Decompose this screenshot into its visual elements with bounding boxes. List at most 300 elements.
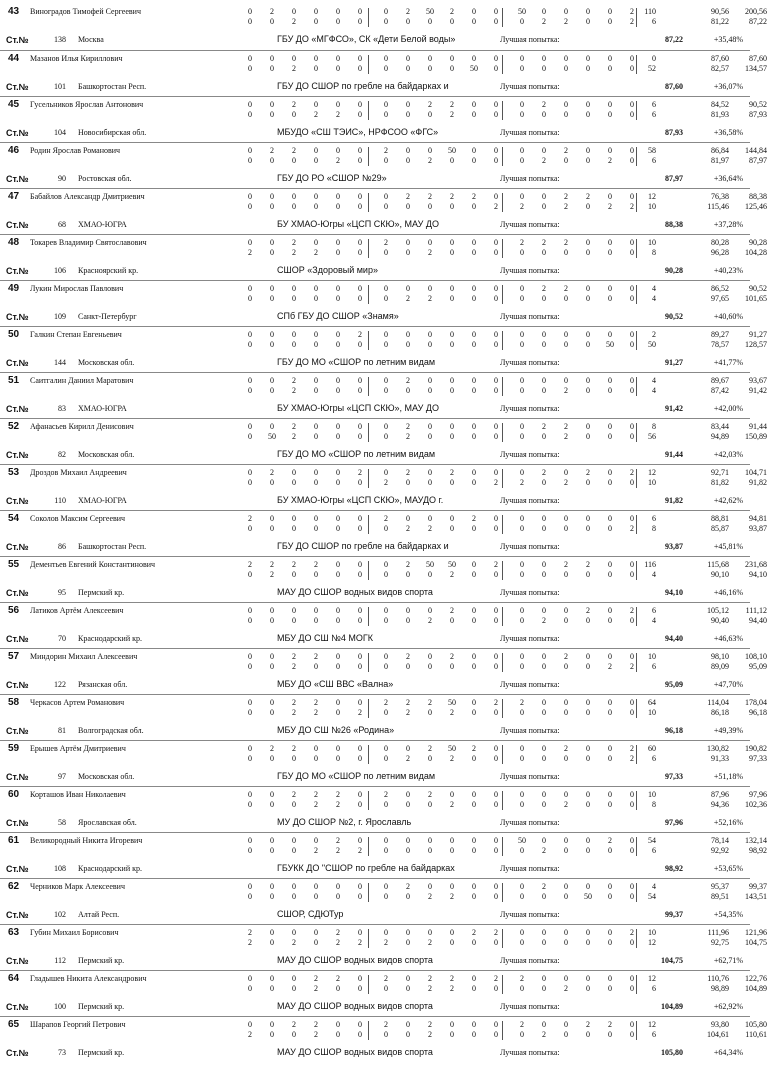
start-label: Ст.№: [6, 956, 29, 966]
best-attempt-label: Лучшая попытка:: [500, 680, 560, 689]
gate-penalty: 0: [292, 846, 296, 855]
gate-penalty: 0: [472, 616, 476, 625]
gates-grid: [244, 468, 767, 488]
gate-penalty: 0: [336, 514, 340, 523]
gate-penalty: 0: [542, 790, 546, 799]
gates-grid: [244, 1020, 767, 1040]
run-score: 144,84: [745, 146, 767, 155]
gate-penalty: 0: [358, 376, 362, 385]
behind-percent: +35,48%: [713, 35, 743, 44]
gate-penalty: 0: [314, 54, 318, 63]
gate-penalty: 0: [608, 560, 612, 569]
gate-penalty: 0: [248, 1020, 252, 1029]
behind-percent: +62,92%: [713, 1002, 743, 1011]
run-row: [244, 514, 767, 524]
gate-penalty: 0: [630, 146, 634, 155]
gate-penalty: 0: [384, 192, 388, 201]
gate-penalty: 0: [292, 800, 296, 809]
penalty-total: 6: [652, 1030, 656, 1039]
gate-penalty: 2: [542, 284, 546, 293]
gate-penalty: 0: [494, 652, 498, 661]
gate-penalty: 2: [406, 652, 410, 661]
athlete-club: МАУ ДО СШОР водных видов спорта: [277, 1001, 433, 1011]
penalty-total: 6: [652, 754, 656, 763]
gate-penalty: 0: [450, 1030, 454, 1039]
gate-penalty: 0: [292, 156, 296, 165]
run-score: 90,28: [749, 238, 767, 247]
athlete-name: Родин Ярослав Романович: [30, 146, 121, 155]
gate-penalty: 0: [472, 800, 476, 809]
final-result: 91,82: [665, 496, 683, 505]
run-score: 87,97: [749, 156, 767, 165]
gate-penalty: 0: [248, 606, 252, 615]
gate-penalty: 0: [292, 606, 296, 615]
start-number: 100: [54, 1002, 66, 1011]
run-score: 105,80: [745, 1020, 767, 1029]
gate-penalty: 0: [270, 800, 274, 809]
gate-penalty: 0: [564, 156, 568, 165]
behind-percent: +46,16%: [713, 588, 743, 597]
penalty-total: 10: [648, 708, 656, 717]
gate-penalty: 0: [428, 238, 432, 247]
gate-penalty: 0: [450, 330, 454, 339]
athlete-club: МБУ ДО СШ №4 МОГК: [277, 633, 374, 643]
gate-penalty: 2: [314, 846, 318, 855]
gate-penalty: 0: [248, 652, 252, 661]
gate-penalty: 0: [542, 7, 546, 16]
gate-penalty: 0: [336, 376, 340, 385]
gate-penalty: 0: [428, 422, 432, 431]
gates-grid: [244, 606, 767, 626]
athlete-region: Новосибирская обл.: [78, 128, 147, 137]
gate-penalty: 0: [494, 606, 498, 615]
gate-penalty: 0: [336, 422, 340, 431]
gate-penalty: 0: [406, 514, 410, 523]
gate-penalty: 50: [426, 7, 434, 16]
best-attempt-label: Лучшая попытка:: [500, 542, 560, 551]
gate-penalty: 0: [450, 882, 454, 891]
gate-penalty: 2: [520, 478, 524, 487]
gate-penalty: 0: [450, 156, 454, 165]
athlete-club: МБУ ДО «СШ ВВС «Вална»: [277, 679, 394, 689]
athlete-club: БУ ХМАО-Югры «ЦСП СКЮ», МАУ ДО: [277, 219, 439, 229]
gate-penalty: 0: [542, 560, 546, 569]
gate-penalty: 2: [248, 938, 252, 947]
gate-penalty: 0: [494, 432, 498, 441]
gate-penalty: 2: [292, 146, 296, 155]
gate-penalty: 2: [406, 524, 410, 533]
gate-penalty: 0: [586, 432, 590, 441]
start-number: 58: [58, 818, 66, 827]
run-score: 190,82: [745, 744, 767, 753]
athlete-rank: 57: [8, 651, 20, 662]
behind-percent: +51,18%: [713, 772, 743, 781]
run-time: 82,57: [711, 64, 729, 73]
gate-penalty: 0: [270, 616, 274, 625]
run-score: 99,37: [749, 882, 767, 891]
gate-penalty: 0: [494, 7, 498, 16]
gate-penalty: 2: [406, 422, 410, 431]
gate-penalty: 0: [314, 238, 318, 247]
gate-penalty: 0: [358, 294, 362, 303]
gate-penalty: 0: [630, 836, 634, 845]
gate-penalty: 0: [384, 202, 388, 211]
gate-penalty: 0: [586, 754, 590, 763]
gate-penalty: 0: [608, 800, 612, 809]
athlete-club: СПб ГБУ ДО СШОР «Знамя»: [277, 311, 399, 321]
gate-penalty: 0: [292, 882, 296, 891]
gate-penalty: 0: [406, 284, 410, 293]
athlete-block: [0, 1016, 767, 1063]
run-row: [244, 524, 767, 534]
run-row: [244, 202, 767, 212]
gate-penalty: 0: [472, 284, 476, 293]
penalty-total: 12: [648, 974, 656, 983]
gate-penalty: 0: [630, 238, 634, 247]
run-score: 104,71: [745, 468, 767, 477]
gate-penalty: 0: [586, 698, 590, 707]
gate-penalty: 0: [608, 110, 612, 119]
gate-penalty: 0: [384, 100, 388, 109]
final-result: 88,38: [665, 220, 683, 229]
gate-penalty: 0: [358, 560, 362, 569]
gate-penalty: 0: [608, 754, 612, 763]
gate-penalty: 0: [336, 17, 340, 26]
gate-penalty: 0: [384, 340, 388, 349]
gate-penalty: 0: [542, 386, 546, 395]
gate-penalty: 0: [586, 708, 590, 717]
gate-penalty: 2: [520, 974, 524, 983]
final-result: 91,42: [665, 404, 683, 413]
gate-penalty: 0: [472, 340, 476, 349]
gate-penalty: 0: [336, 330, 340, 339]
gate-penalty: 2: [564, 744, 568, 753]
gate-penalty: 0: [292, 514, 296, 523]
behind-percent: +54,35%: [713, 910, 743, 919]
run-row: [244, 17, 767, 27]
gate-penalty: 2: [270, 7, 274, 16]
penalty-total: 8: [652, 422, 656, 431]
behind-percent: +46,63%: [713, 634, 743, 643]
gate-penalty: 0: [314, 284, 318, 293]
best-attempt-label: Лучшая попытка:: [500, 818, 560, 827]
run-time: 90,10: [711, 570, 729, 579]
gate-penalty: 2: [292, 422, 296, 431]
penalty-total: 4: [652, 882, 656, 891]
penalty-total: 56: [648, 432, 656, 441]
gate-penalty: 0: [472, 238, 476, 247]
gate-penalty: 0: [406, 974, 410, 983]
run-time: 76,38: [711, 192, 729, 201]
run-score: 150,89: [745, 432, 767, 441]
gate-penalty: 0: [358, 340, 362, 349]
gate-penalty: 2: [542, 882, 546, 891]
gate-penalty: 0: [314, 882, 318, 891]
gate-penalty: 0: [450, 294, 454, 303]
gate-penalty: 0: [586, 110, 590, 119]
gate-penalty: 0: [428, 110, 432, 119]
gate-penalty: 0: [248, 800, 252, 809]
gate-penalty: 2: [630, 17, 634, 26]
gate-penalty: 2: [428, 248, 432, 257]
gate-penalty: 0: [472, 1020, 476, 1029]
start-number: 104: [54, 128, 66, 137]
gate-penalty: 50: [448, 146, 456, 155]
gate-penalty: 0: [358, 156, 362, 165]
gate-penalty: 0: [314, 616, 318, 625]
gate-penalty: 0: [314, 524, 318, 533]
gate-penalty: 0: [586, 744, 590, 753]
gate-penalty: 0: [564, 662, 568, 671]
start-label: Ст.№: [6, 404, 29, 414]
gate-penalty: 0: [472, 432, 476, 441]
start-number: 81: [58, 726, 66, 735]
gate-penalty: 0: [450, 524, 454, 533]
gate-penalty: 0: [314, 376, 318, 385]
athlete-name: Шарапов Георгий Петрович: [30, 1020, 126, 1029]
gate-penalty: 0: [494, 376, 498, 385]
gate-penalty: 0: [630, 570, 634, 579]
gate-penalty: 0: [336, 754, 340, 763]
gate-penalty: 0: [270, 422, 274, 431]
gate-penalty: 0: [248, 882, 252, 891]
gate-penalty: 2: [292, 248, 296, 257]
gate-penalty: 0: [384, 110, 388, 119]
gate-penalty: 0: [358, 616, 362, 625]
gate-penalty: 2: [428, 1020, 432, 1029]
gate-penalty: 2: [406, 708, 410, 717]
gate-penalty: 0: [608, 284, 612, 293]
gates-grid: [244, 560, 767, 580]
gate-penalty: 2: [542, 422, 546, 431]
penalty-total: 10: [648, 652, 656, 661]
gate-penalty: 2: [472, 192, 476, 201]
gate-penalty: 0: [428, 836, 432, 845]
run-row: [244, 652, 767, 662]
gate-penalty: 0: [384, 524, 388, 533]
gate-penalty: 0: [520, 64, 524, 73]
gate-penalty: 0: [336, 1020, 340, 1029]
gate-penalty: 0: [564, 54, 568, 63]
start-label: Ст.№: [6, 128, 29, 138]
gate-penalty: 0: [292, 54, 296, 63]
gate-penalty: 2: [586, 192, 590, 201]
athlete-block: [0, 4, 767, 50]
gate-penalty: 2: [314, 1020, 318, 1029]
run-row: [244, 7, 767, 17]
gate-penalty: 0: [336, 340, 340, 349]
run-score: 98,92: [749, 846, 767, 855]
gate-penalty: 0: [314, 570, 318, 579]
gate-penalty: 0: [384, 606, 388, 615]
gate-penalty: 0: [248, 340, 252, 349]
run-score: 87,22: [749, 17, 767, 26]
penalty-total: 12: [648, 1020, 656, 1029]
best-attempt-label: Лучшая попытка:: [500, 772, 560, 781]
run-score: 121,96: [745, 928, 767, 937]
gate-penalty: 0: [358, 662, 362, 671]
behind-percent: +36,07%: [713, 82, 743, 91]
gate-penalty: 0: [542, 514, 546, 523]
gate-penalty: 0: [520, 662, 524, 671]
gate-penalty: 2: [248, 514, 252, 523]
gate-penalty: 0: [358, 248, 362, 257]
gate-penalty: 0: [270, 708, 274, 717]
gate-penalty: 0: [428, 284, 432, 293]
gate-penalty: 2: [358, 330, 362, 339]
gate-penalty: 0: [270, 340, 274, 349]
athlete-block: [0, 878, 767, 925]
gate-penalty: 0: [472, 110, 476, 119]
gate-penalty: 0: [608, 524, 612, 533]
run-score: 91,42: [749, 386, 767, 395]
gate-penalty: 2: [428, 156, 432, 165]
gate-penalty: 0: [336, 54, 340, 63]
athlete-block: [0, 234, 767, 281]
gate-penalty: 0: [358, 892, 362, 901]
gate-penalty: 2: [314, 248, 318, 257]
gate-penalty: 0: [248, 386, 252, 395]
gate-penalty: 0: [336, 100, 340, 109]
gate-penalty: 2: [384, 698, 388, 707]
gate-penalty: 0: [608, 846, 612, 855]
gate-penalty: 0: [406, 64, 410, 73]
athlete-footer: [0, 587, 750, 599]
gate-penalty: 0: [520, 846, 524, 855]
athlete-region: Волгоградская обл.: [78, 726, 144, 735]
athlete-block: [0, 510, 767, 557]
athlete-footer: [0, 173, 750, 185]
gates-grid: [244, 146, 767, 166]
gate-penalty: 0: [270, 202, 274, 211]
gate-penalty: 0: [608, 468, 612, 477]
gate-penalty: 2: [406, 432, 410, 441]
gate-penalty: 0: [428, 54, 432, 63]
gate-penalty: 0: [384, 882, 388, 891]
athlete-club: БУ ХМАО-Югры «ЦСП СКЮ», МАУ ДО: [277, 403, 439, 413]
gate-penalty: 0: [608, 238, 612, 247]
run-row: [244, 284, 767, 294]
run-time: 92,92: [711, 846, 729, 855]
athlete-block: [0, 280, 767, 327]
athlete-region: Пермский кр.: [78, 1002, 125, 1011]
gate-penalty: 0: [494, 846, 498, 855]
gate-penalty: 0: [384, 248, 388, 257]
athlete-name: Мазанов Илья Кириллович: [30, 54, 123, 63]
gate-penalty: 2: [428, 790, 432, 799]
gate-penalty: 0: [384, 432, 388, 441]
gate-penalty: 50: [606, 340, 614, 349]
gate-penalty: 2: [384, 478, 388, 487]
gate-penalty: 0: [358, 7, 362, 16]
gate-penalty: 2: [494, 928, 498, 937]
gate-penalty: 0: [608, 330, 612, 339]
athlete-region: Пермский кр.: [78, 588, 125, 597]
gate-penalty: 0: [630, 386, 634, 395]
gate-penalty: 0: [336, 146, 340, 155]
athlete-name: Черников Марк Алексеевич: [30, 882, 125, 891]
penalty-total: 8: [652, 800, 656, 809]
behind-percent: +36,58%: [713, 128, 743, 137]
gate-penalty: 0: [336, 432, 340, 441]
gate-penalty: 0: [336, 478, 340, 487]
athlete-block: [0, 50, 767, 97]
gate-penalty: 0: [608, 616, 612, 625]
gate-penalty: 0: [358, 698, 362, 707]
gate-penalty: 2: [450, 800, 454, 809]
start-number: 144: [54, 358, 66, 367]
gate-penalty: 0: [520, 110, 524, 119]
gate-penalty: 0: [586, 202, 590, 211]
gate-penalty: 0: [586, 928, 590, 937]
gate-penalty: 0: [314, 744, 318, 753]
run-row: [244, 1030, 767, 1040]
gate-penalty: 0: [542, 192, 546, 201]
gate-penalty: 0: [586, 146, 590, 155]
gate-penalty: 0: [384, 294, 388, 303]
gate-penalty: 2: [292, 17, 296, 26]
gate-penalty: 0: [406, 984, 410, 993]
gate-penalty: 0: [542, 248, 546, 257]
gate-penalty: 0: [336, 744, 340, 753]
run-time: 92,71: [711, 468, 729, 477]
gate-penalty: 2: [428, 616, 432, 625]
gate-penalty: 0: [428, 570, 432, 579]
best-attempt-label: Лучшая попытка:: [500, 312, 560, 321]
best-attempt-label: Лучшая попытка:: [500, 588, 560, 597]
gate-penalty: 0: [428, 340, 432, 349]
gate-penalty: 0: [630, 1030, 634, 1039]
gate-penalty: 0: [608, 64, 612, 73]
athlete-region: ХМАО-ЮГРА: [78, 496, 127, 505]
gate-penalty: 0: [608, 100, 612, 109]
run-time: 98,10: [711, 652, 729, 661]
gate-penalty: 2: [450, 754, 454, 763]
gate-penalty: 2: [564, 386, 568, 395]
gate-penalty: 0: [520, 284, 524, 293]
gate-penalty: 2: [406, 468, 410, 477]
run-score: 95,09: [749, 662, 767, 671]
gate-penalty: 0: [586, 64, 590, 73]
gate-penalty: 0: [630, 698, 634, 707]
gate-penalty: 2: [564, 560, 568, 569]
athlete-rank: 54: [8, 513, 20, 524]
gate-penalty: 0: [292, 836, 296, 845]
gate-penalty: 0: [564, 882, 568, 891]
gate-penalty: 2: [384, 1020, 388, 1029]
penalty-total: 60: [648, 744, 656, 753]
gate-penalty: 2: [336, 938, 340, 947]
gate-penalty: 0: [270, 974, 274, 983]
gate-penalty: 0: [494, 800, 498, 809]
gate-penalty: 0: [586, 570, 590, 579]
athlete-footer: [0, 955, 750, 967]
gate-penalty: 2: [586, 560, 590, 569]
gate-penalty: 0: [358, 432, 362, 441]
gate-penalty: 0: [608, 422, 612, 431]
run-row: [244, 386, 767, 396]
athlete-rank: 58: [8, 697, 20, 708]
gate-penalty: 0: [270, 790, 274, 799]
gate-penalty: 0: [428, 708, 432, 717]
gate-penalty: 0: [586, 422, 590, 431]
gate-penalty: 0: [494, 662, 498, 671]
run-row: [244, 984, 767, 994]
gate-penalty: 0: [564, 892, 568, 901]
gate-penalty: 0: [248, 754, 252, 763]
gate-penalty: 0: [564, 974, 568, 983]
gate-penalty: 2: [336, 974, 340, 983]
